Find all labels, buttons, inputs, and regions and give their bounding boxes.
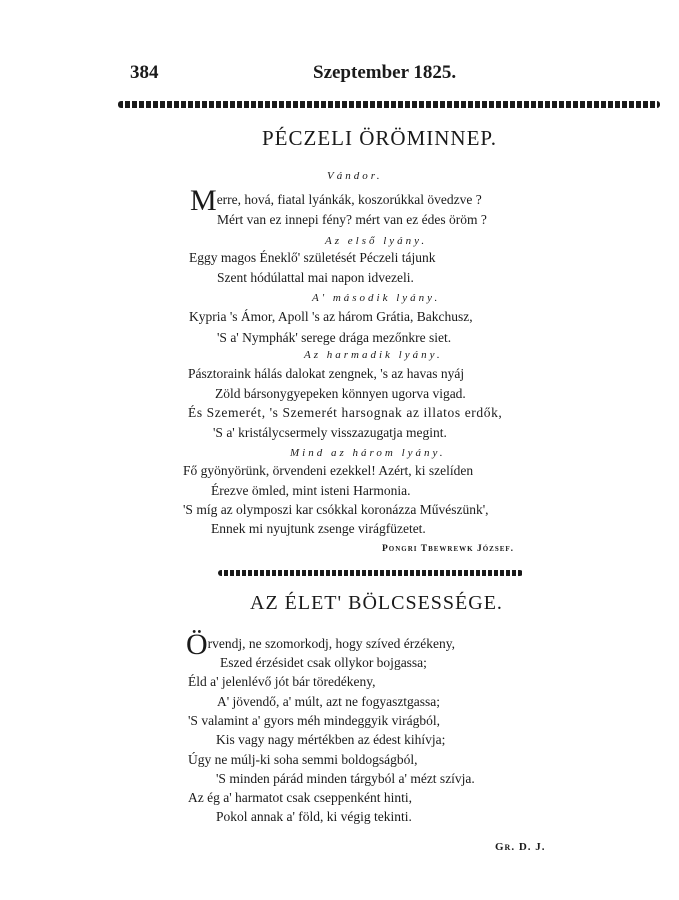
- verse-line: Érezve ömled, mint isteni Harmonia.: [211, 483, 411, 498]
- drop-initial: M: [190, 184, 217, 217]
- verse-line: Ennek mi nyujtunk zsenge virágfüzetet.: [211, 521, 426, 536]
- verse-line: Szent hódúlattal mai napon idvezeli.: [217, 270, 414, 285]
- verse-line-text: rvendj, ne szomorkodj, hogy szíved érzékeny,: [207, 636, 455, 651]
- ornamental-rule-top: [118, 101, 660, 108]
- verse-line: 'S míg az olymposzi kar csókkal koronázza Művészünk',: [183, 502, 489, 517]
- verse-line: 'S a' kristálycsermely visszazugatja megint.: [213, 425, 447, 440]
- poem-title: AZ ÉLET' BÖLCSESSÉGE.: [250, 592, 503, 614]
- verse-line: Fő gyönyörünk, örvendeni ezekkel! Azért, ki szelíden: [183, 463, 474, 478]
- verse-line: 'S valamint a' gyors méh mindeggyik virágból,: [188, 713, 440, 728]
- verse-line: Zöld bársonygyepeken könnyen ugorva vigad.: [215, 386, 466, 401]
- verse-line: 'S a' Nymphák' serege drága mezőnkre siet.: [217, 330, 452, 345]
- drop-initial: Ö: [186, 628, 208, 661]
- speaker-label: Az harmadik lyány.: [304, 349, 443, 361]
- verse-line: Éld a' jelenlévő jót bár töredékeny,: [188, 674, 376, 689]
- speaker-label: A' második lyány.: [312, 292, 441, 304]
- verse-line: Úgy ne múlj-ki soha semmi boldogságból,: [188, 752, 418, 767]
- poem-title: PÉCZELI ÖRÖMINNEP.: [262, 126, 498, 150]
- author-signature: Gr. D. J.: [495, 841, 546, 853]
- verse-line: Pokol annak a' föld, ki végig tekinti.: [216, 809, 412, 824]
- verse-line: És Szemerét, 's Szemerét harsognak az illatos erdők,: [188, 405, 503, 420]
- verse-line: Kypria 's Ámor, Apoll 's az három Grátia, Bakchusz,: [189, 309, 473, 324]
- page-number: 384: [130, 62, 159, 83]
- verse-line: Pásztoraink hálás dalokat zengnek, 's az havas nyáj: [188, 366, 465, 381]
- speaker-label: Vándor.: [327, 170, 383, 182]
- verse-line: Mért van ez innepi fény? mért van ez édes öröm ?: [217, 212, 487, 227]
- verse-line: Kis vagy nagy mértékben az édest kihívja;: [216, 732, 446, 747]
- verse-line: Eggy magos Éneklő' születését Péczeli tájunk: [189, 250, 436, 265]
- verse-line-text: erre, hová, fiatal lyánkák, koszorúkkal övedzve ?: [216, 192, 482, 207]
- author-signature: Pongri Tbewrewk József.: [382, 544, 515, 554]
- verse-line: Eszed érzésidet csak ollykor bojgassa;: [220, 655, 427, 670]
- verse-line: Az ég a' harmatot csak cseppenként hinti,: [188, 790, 412, 805]
- verse-line: A' jövendő, a' múlt, azt ne fogyasztgassa;: [217, 694, 441, 709]
- page-header: [130, 62, 650, 88]
- ornamental-rule-middle: [218, 570, 523, 576]
- verse-line: 'S minden párád minden tárgyból a' mézt szívja.: [216, 771, 475, 786]
- running-title: Szeptember 1825.: [313, 62, 457, 83]
- speaker-label: Mind az három lyány.: [290, 447, 446, 459]
- speaker-label: Az első lyány.: [325, 235, 428, 247]
